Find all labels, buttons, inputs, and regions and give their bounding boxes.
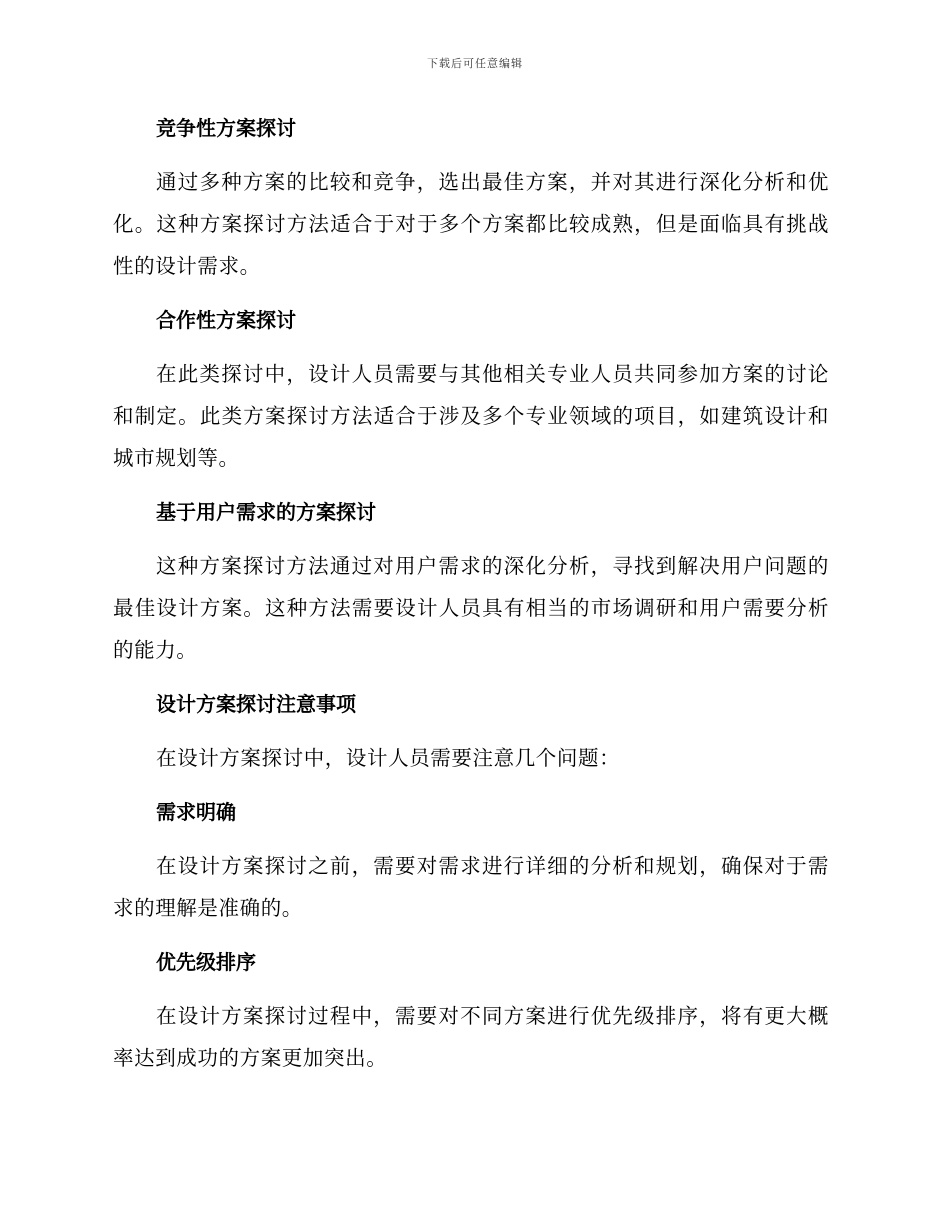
section-paragraph-priority: 在设计方案探讨过程中，需要对不同方案进行优先级排序，将有更大概率达到成功的方案更加突出。 bbox=[113, 1004, 829, 1070]
section-heading-user-needs: 基于用户需求的方案探讨 bbox=[156, 500, 376, 524]
section-heading-notes: 设计方案探讨注意事项 bbox=[156, 692, 356, 716]
header-note: 下载后可任意编辑 bbox=[427, 57, 523, 70]
section-heading-competitive: 竞争性方案探讨 bbox=[156, 116, 296, 140]
section-paragraph-notes: 在设计方案探讨中，设计人员需要注意几个问题： bbox=[156, 746, 621, 770]
section-heading-cooperative: 合作性方案探讨 bbox=[156, 308, 296, 332]
section-paragraph-competitive: 通过多种方案的比较和竞争，选出最佳方案，并对其进行深化分析和优化。这种方案探讨方法适合于对于多个方案都比较成熟，但是面临具有挑战性的设计需求。 bbox=[113, 170, 829, 278]
section-paragraph-clear-requirements: 在设计方案探讨之前，需要对需求进行详细的分析和规划，确保对于需求的理解是准确的。 bbox=[113, 854, 829, 920]
section-heading-priority: 优先级排序 bbox=[156, 950, 256, 974]
section-heading-clear-requirements: 需求明确 bbox=[156, 800, 236, 824]
document-body bbox=[113, 108, 829, 1079]
section-paragraph-user-needs: 这种方案探讨方法通过对用户需求的深化分析，寻找到解决用户问题的最佳设计方案。这种方法需要设计人员具有相当的市场调研和用户需要分析的能力。 bbox=[113, 554, 829, 662]
section-paragraph-cooperative: 在此类探讨中，设计人员需要与其他相关专业人员共同参加方案的讨论和制定。此类方案探讨方法适合于涉及多个专业领域的项目，如建筑设计和城市规划等。 bbox=[113, 362, 829, 470]
